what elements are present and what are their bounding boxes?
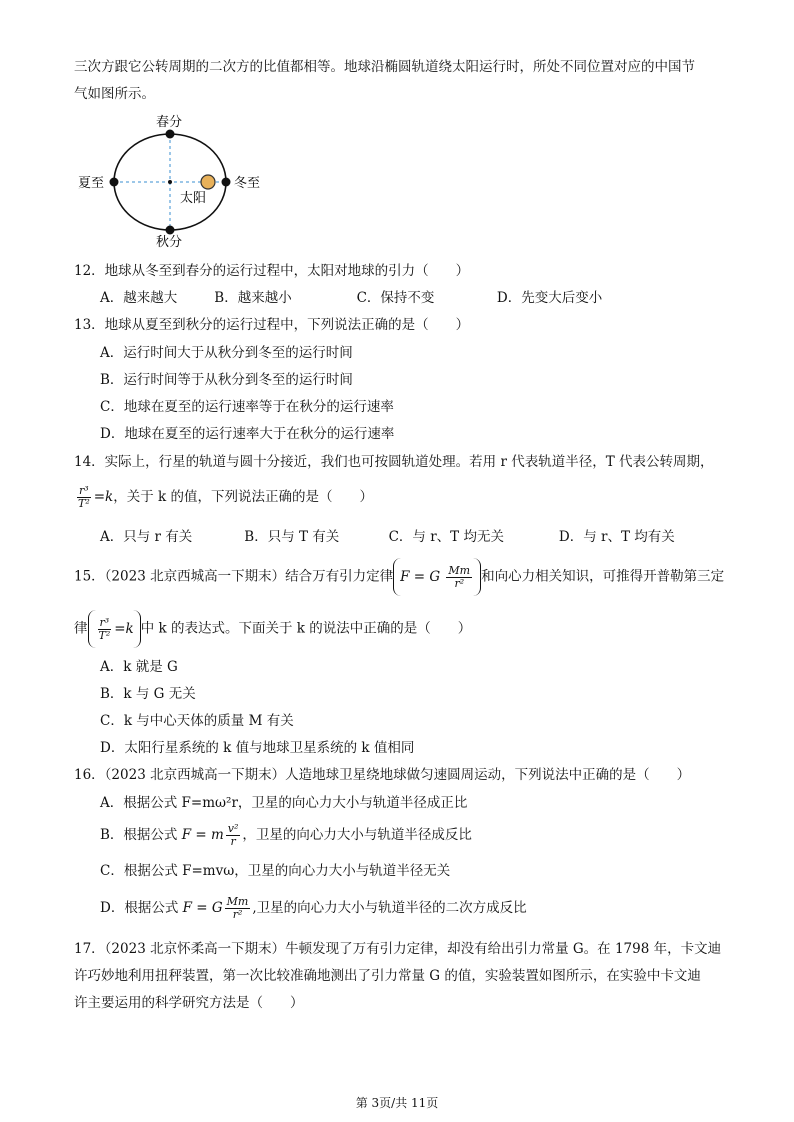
q15-option-b[interactable]: B．k 与 G 无关 <box>100 686 196 702</box>
q15-kepler-formula: $\frac{\text{r³}}{\text{T²}}$ =k <box>88 610 141 648</box>
q13-option-a[interactable]: A．运行时间大于从秋分到冬至的运行时间 <box>100 345 353 361</box>
q16-stem: 16．（2023 北京西城高一下期末）人造地球卫星绕地球做匀速圆周运动，下列说法中正确的是（ ） <box>74 767 691 783</box>
q14-stem-a: 14．实际上，行星的轨道与圆十分接近，我们也可按圆轨道处理。若用 r 代表轨道半径，T 代表公转周期， <box>74 454 714 470</box>
q15-option-d[interactable]: D．太阳行星系统的 k 值与地球卫星系统的 k 值相同 <box>100 740 415 756</box>
q14-stem-b: ，关于 k 的值，下列说法正确的是（ ） <box>113 489 374 505</box>
q12-option-c[interactable]: C．保持不变 <box>356 290 435 306</box>
q13-option-b[interactable]: B．运行时间等于从秋分到冬至的运行时间 <box>100 372 353 388</box>
q13-option-d[interactable]: D．地球在夏至的运行速率大于在秋分的运行速率 <box>100 426 395 442</box>
q14-option-d[interactable]: D．与 r、T 均有关 <box>558 529 675 545</box>
q16-option-c[interactable]: C．根据公式 F=mvω，卫星的向心力大小与轨道半径无关 <box>100 863 451 879</box>
q17-line-3: 许主要运用的科学研究方法是（ ） <box>74 995 304 1011</box>
sun-icon <box>201 175 215 189</box>
intro-line-2: 气如图所示。 <box>74 86 155 102</box>
q15-option-c[interactable]: C．k 与中心天体的质量 M 有关 <box>100 713 294 729</box>
q17-line-2: 许巧妙地利用扭秤装置，第一次比较准确地测出了引力常量 G 的值，实验装置如图所示，在实验中卡文迪 <box>74 968 701 984</box>
q14-option-a[interactable]: A．只与 r 有关 <box>100 529 193 545</box>
q16-option-d[interactable]: D．根据公式 F = G $\frac{Mm}{\text{r²}}$ ,卫星的向心力大小与轨道半径的二次方成反比 <box>100 895 527 921</box>
earth-bottom <box>166 226 175 235</box>
q14-formula-fraction: $\frac{\text{r³}}{\text{T²}}$ <box>78 484 90 510</box>
earth-left <box>110 178 119 187</box>
q14-option-b[interactable]: B．只与 T 有关 <box>244 529 340 545</box>
q14-option-c[interactable]: C．与 r、T 均无关 <box>388 529 504 545</box>
label-sun: 太阳 <box>180 191 207 206</box>
earth-top <box>166 130 175 139</box>
orbit-diagram <box>70 110 280 250</box>
q14-stem-formula-line: $\frac{\text{r³}}{\text{T²}}$ =k，关于 k 的值，下列说法正确的是（ ） <box>78 484 374 510</box>
q13-stem: 13．地球从夏至到秋分的运行过程中，下列说法正确的是（ ） <box>74 317 470 333</box>
q12-options <box>100 289 602 307</box>
q14-options <box>100 528 675 546</box>
center-point <box>168 180 172 184</box>
q12-stem: 12．地球从冬至到春分的运行过程中，太阳对地球的引力（ ） <box>74 263 470 279</box>
q16-option-a[interactable]: A．根据公式 F=mω²r，卫星的向心力大小与轨道半径成正比 <box>100 795 468 811</box>
q12-option-b[interactable]: B．越来越小 <box>214 290 292 306</box>
intro-line-1: 三次方跟它公转周期的二次方的比值都相等。地球沿椭圆轨道绕太阳运行时，所处不同位置对应的中国节 <box>74 59 695 75</box>
q15-stem-line-2: 律 $\frac{\text{r³}}{\text{T²}}$ =k 中 k 的表达式。下面关于 k 的说法中正确的是（ ） <box>74 610 471 648</box>
q12-option-a[interactable]: A．越来越大 <box>100 290 178 306</box>
q13-option-c[interactable]: C．地球在夏至的运行速率等于在秋分的运行速率 <box>100 399 394 415</box>
q12-option-d[interactable]: D．先变大后变小 <box>496 290 603 306</box>
q15-stem-line-1: 15．（2023 北京西城高一下期末）结合万有引力定律 F = G $\frac{Mm}{\text{r²}}$ 和向心力相关知识，可推得开普勒第三定 <box>74 558 724 596</box>
label-dongzhi: 冬至 <box>234 176 261 191</box>
q15-gravitation-formula: F = G $\frac{Mm}{\text{r²}}$ <box>393 558 481 596</box>
page-footer: 第 3页/共 11页 <box>355 1096 439 1110</box>
label-xiazhi: 夏至 <box>78 176 105 191</box>
label-chunfen: 春分 <box>156 115 183 130</box>
q15-option-a[interactable]: A．k 就是 G <box>100 659 178 675</box>
q16-option-b[interactable]: B．根据公式 F = m $\frac{\text{v²}}{r}$ ，卫星的向心力大小与轨道半径成反比 <box>100 822 472 848</box>
earth-right <box>222 178 231 187</box>
q17-line-1: 17．（2023 北京怀柔高一下期末）牛顿发现了万有引力定律，却没有给出引力常量 G。在 1798 年，卡文迪 <box>74 941 722 957</box>
label-qiufen: 秋分 <box>156 235 183 250</box>
